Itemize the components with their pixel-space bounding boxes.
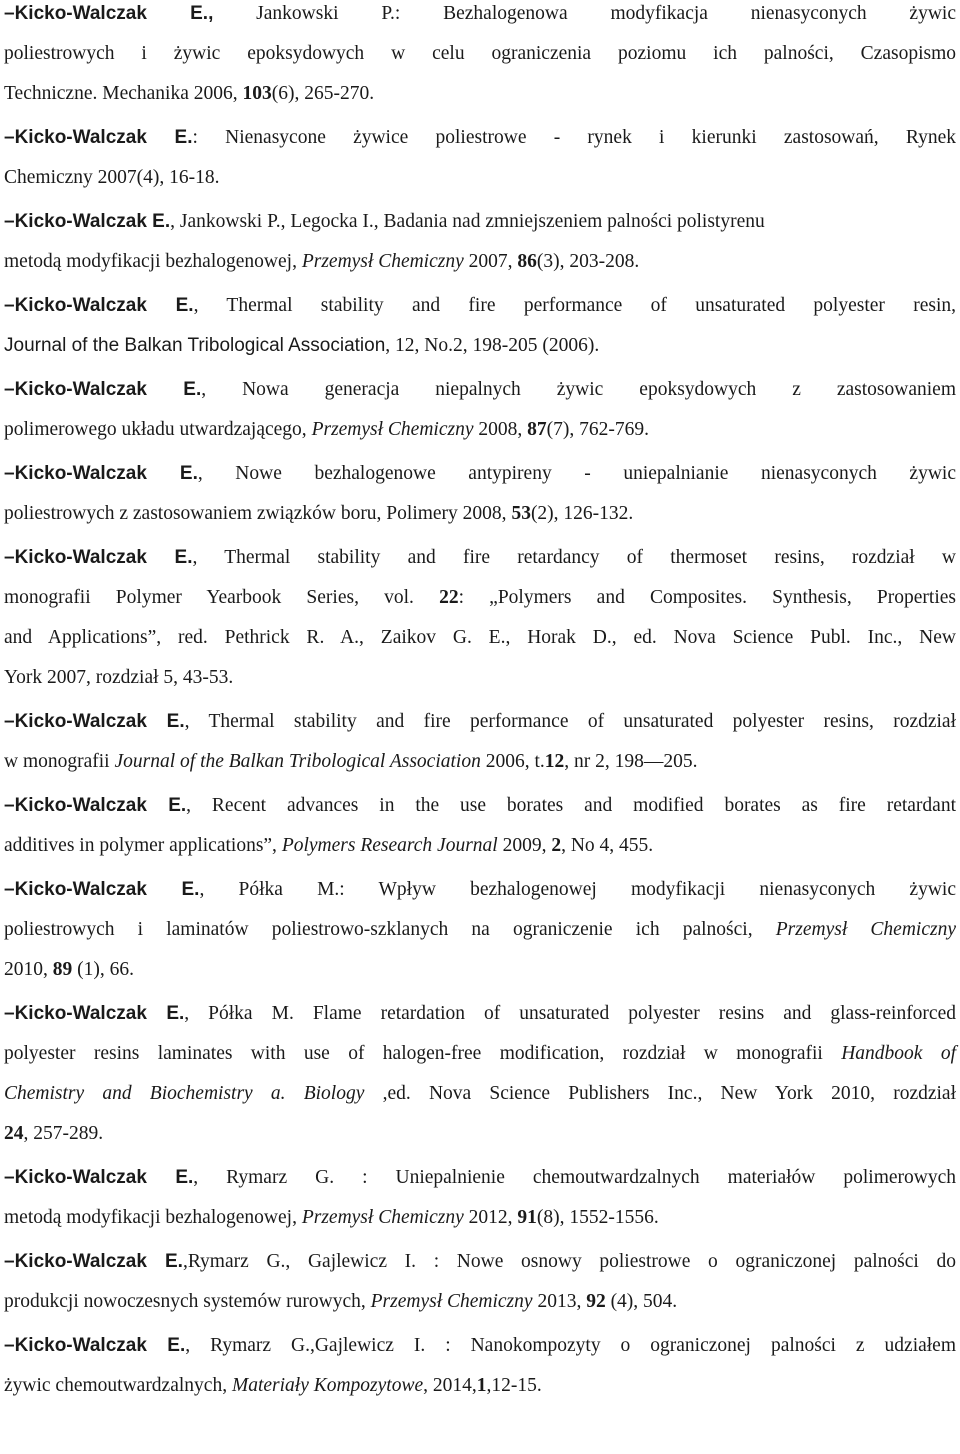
journal-title: Handbook of (841, 1043, 956, 1064)
entry-text: 103 (242, 83, 272, 104)
entry-text: (4), 504. (605, 1291, 678, 1312)
author-name: –Kicko-Walczak E. (4, 711, 185, 732)
entry-line (4, 1114, 956, 1154)
entry-line (4, 870, 956, 910)
entry-text: , 12, No.2, 198-205 (2006). (385, 335, 600, 356)
entry-line (4, 786, 956, 826)
author-name: –Kicko-Walczak E. (4, 211, 171, 232)
entry-text: , Badania nad zmniejszeniem palności polistyrenu (373, 211, 765, 232)
bibliography-entry (4, 202, 956, 282)
journal-title: Przemysł Chemiczny (301, 251, 464, 272)
journal-title: Przemysł Chemiczny (301, 1207, 464, 1228)
bibliography-entry (4, 286, 956, 366)
bibliography-entry (4, 1326, 956, 1406)
entry-text: ,12-15. (486, 1375, 542, 1396)
entry-line (4, 370, 956, 410)
entry-text: , 257-289. (23, 1123, 104, 1144)
entry-text: monografii Polymer Yearbook Series, vol. (4, 587, 440, 608)
entry-text: (6), 265-270. (271, 83, 375, 104)
entry-text: 86 (517, 251, 537, 272)
entry-text: 91 (517, 1207, 537, 1228)
entry-text: polimerowego układu utwardzającego, (4, 419, 312, 440)
entry-text: 2007, (463, 251, 518, 272)
bibliography-entry (4, 1158, 956, 1238)
entry-text: (3), 203-208. (536, 251, 640, 272)
entry-text: 22 (439, 587, 459, 608)
entry-text: 24 (4, 1123, 24, 1144)
entry-text: polyester resins laminates with use of halogen-free modification, rozdział w monografii (4, 1043, 842, 1064)
entry-line (4, 578, 956, 618)
entry-line (4, 618, 956, 658)
entry-line (4, 1326, 956, 1366)
entry-line (4, 1242, 956, 1282)
entry-text: 87 (527, 419, 547, 440)
entry-text: and Applications”, red. Pethrick R. A., Zaikov G. E., Horak D., ed. Nova Science Publ. Inc., New (4, 627, 956, 648)
author-name: –Kicko-Walczak E. (4, 879, 200, 900)
entry-text: ,Rymarz G., Gajlewicz I. : Nowe osnowy poliestrowe o ograniczonej palności do (182, 1251, 957, 1272)
entry-line (4, 910, 956, 950)
journal-title: Polymers Research Journal (281, 835, 498, 856)
entry-text: , Thermal stability and fire performance of unsaturated polyester resins, rozdział (184, 711, 956, 732)
entry-line (4, 1034, 956, 1074)
bibliography-entry (4, 0, 956, 114)
entry-line (4, 742, 956, 782)
author-name: –Kicko-Walczak E. (4, 127, 193, 148)
author-name: –Kicko-Walczak E. (4, 1335, 186, 1356)
entry-text: 53 (511, 503, 531, 524)
entry-text: , nr 2, 198—205. (564, 751, 698, 772)
entry-text: Jankowski P.: Bezhalogenowa modyfikacja nienasyconych żywic (213, 3, 956, 24)
entry-line (4, 1158, 956, 1198)
bibliography-entry (4, 870, 956, 990)
journal-title: Chemistry and Biochemistry a. Biology (4, 1083, 365, 1104)
author-name: –Kicko-Walczak E. (4, 379, 202, 400)
entry-text: , Thermal stability and fire performance of unsaturated polyester resin, (193, 295, 957, 316)
entry-line (4, 1366, 956, 1406)
entry-line (4, 1282, 956, 1322)
entry-text: , Recent advances in the use borates and modified borates as fire retardant (186, 795, 956, 816)
entry-text: (7), 762-769. (546, 419, 649, 440)
entry-line (4, 454, 956, 494)
bibliography-entry (4, 370, 956, 450)
entry-text: : Nienasycone żywice poliestrowe - rynek i kierunki zastosowań, Rynek (192, 127, 957, 148)
entry-line (4, 74, 956, 114)
entry-text: metodą modyfikacji bezhalogenowej, (4, 251, 302, 272)
entry-line (4, 0, 956, 34)
entry-text: metodą modyfikacji bezhalogenowej, (4, 1207, 302, 1228)
entry-text: ,ed. Nova Science Publishers Inc., New York 2010, rozdział (364, 1083, 957, 1104)
entry-line (4, 410, 956, 450)
author-name: –Kicko-Walczak E. (4, 295, 194, 316)
journal-title: Journal of the Balkan Tribological Association (114, 751, 481, 772)
entry-text: 2008, (473, 419, 528, 440)
entry-text: , Półka M.: Wpływ bezhalogenowej modyfikacji nienasyconych żywic (199, 879, 956, 900)
author-name: –Kicko-Walczak E. (4, 1003, 185, 1024)
bibliography-entry (4, 118, 956, 198)
entry-text: , Półka M. Flame retardation of unsaturated polyester resins and glass-reinforced (184, 1003, 956, 1024)
entry-line (4, 994, 956, 1034)
bibliography-entry (4, 786, 956, 866)
entry-text: Journal of the Balkan Tribological Association (4, 335, 386, 356)
author-name: –Kicko-Walczak E. (4, 463, 198, 484)
entry-text: (2), 126-132. (530, 503, 634, 524)
entry-text: 2012, (463, 1207, 518, 1228)
entry-line (4, 494, 956, 534)
entry-text: poliestrowych i żywic epoksydowych w celu ograniczenia poziomu ich palności, Czasopismo (4, 43, 956, 64)
entry-text: produkcji nowoczesnych systemów rurowych, (4, 1291, 371, 1312)
entry-text: w monografii (4, 751, 115, 772)
entry-line (4, 158, 956, 198)
entry-line (4, 826, 956, 866)
entry-line (4, 1074, 956, 1114)
entry-line (4, 538, 956, 578)
entry-text: 2013, (532, 1291, 587, 1312)
entry-text: 92 (586, 1291, 606, 1312)
entry-text: 89 (52, 959, 73, 980)
entry-text: , 2014, (423, 1375, 477, 1396)
bibliography-entry (4, 454, 956, 534)
entry-line (4, 242, 956, 282)
entry-line (4, 286, 956, 326)
bibliography-entry (4, 994, 956, 1154)
entry-line (4, 34, 956, 74)
author-name: –Kicko-Walczak E., (4, 3, 214, 24)
entry-text: 2006, t. (480, 751, 545, 772)
journal-title: Przemysł Chemiczny (370, 1291, 533, 1312)
entry-text: poliestrowych i laminatów poliestrowo-szklanych na ograniczenie ich palności, (4, 919, 776, 940)
entry-text: 2010, (4, 959, 53, 980)
entry-text: 12 (544, 751, 565, 772)
entry-line (4, 658, 956, 698)
entry-text: (8), 1552-1556. (536, 1207, 659, 1228)
entry-text: 2009, (497, 835, 552, 856)
entry-text: żywic chemoutwardzalnych, (4, 1375, 232, 1396)
entry-line (4, 702, 956, 742)
entry-text: 1 (476, 1375, 487, 1396)
entry-text: Techniczne. Mechanika 2006, (4, 83, 243, 104)
bibliography-entry (4, 538, 956, 698)
entry-text: poliestrowych z zastosowaniem związków boru, Polimery 2008, (4, 503, 512, 524)
bibliography-entry (4, 1242, 956, 1322)
journal-title: Przemysł Chemiczny (311, 419, 474, 440)
author-name: –Kicko-Walczak E. (4, 1167, 194, 1188)
bibliography-page (4, 0, 956, 1410)
journal-title: Materiały Kompozytowe (231, 1375, 424, 1396)
bibliography-entry (4, 702, 956, 782)
entry-text: , Thermal stability and fire retardancy of thermoset resins, rozdział w (192, 547, 957, 568)
author-name: –Kicko-Walczak E. (4, 1251, 183, 1272)
bibliography-list (4, 0, 956, 1406)
entry-line (4, 1198, 956, 1238)
entry-line (4, 326, 956, 366)
entry-line (4, 202, 956, 242)
entry-text: , Jankowski P., Legocka I. (170, 211, 374, 232)
entry-text: : „Polymers and Composites. Synthesis, Properties (458, 587, 956, 608)
entry-text: Chemiczny 2007(4), 16-18. (4, 167, 220, 188)
journal-title: Przemysł Chemiczny (775, 919, 956, 940)
author-name: –Kicko-Walczak E. (4, 547, 193, 568)
entry-line (4, 950, 956, 990)
entry-text: , Rymarz G. : Uniepalnienie chemoutwardzalnych materiałów polimerowych (193, 1167, 957, 1188)
entry-text: , Nowe bezhalogenowe antypireny - uniepalnianie nienasyconych żywic (197, 463, 956, 484)
entry-text: , No 4, 455. (561, 835, 654, 856)
entry-line (4, 118, 956, 158)
entry-text: (1), 66. (72, 959, 134, 980)
entry-text: , Nowa generacja niepalnych żywic epoksydowych z zastosowaniem (201, 379, 956, 400)
entry-text: , Rymarz G.,Gajlewicz I. : Nanokompozyty o ograniczonej palności z udziałem (185, 1335, 957, 1356)
entry-text: 2 (551, 835, 562, 856)
entry-text: additives in polymer applications”, (4, 835, 282, 856)
author-name: –Kicko-Walczak E. (4, 795, 187, 816)
entry-text: York 2007, rozdział 5, 43-53. (4, 667, 234, 688)
